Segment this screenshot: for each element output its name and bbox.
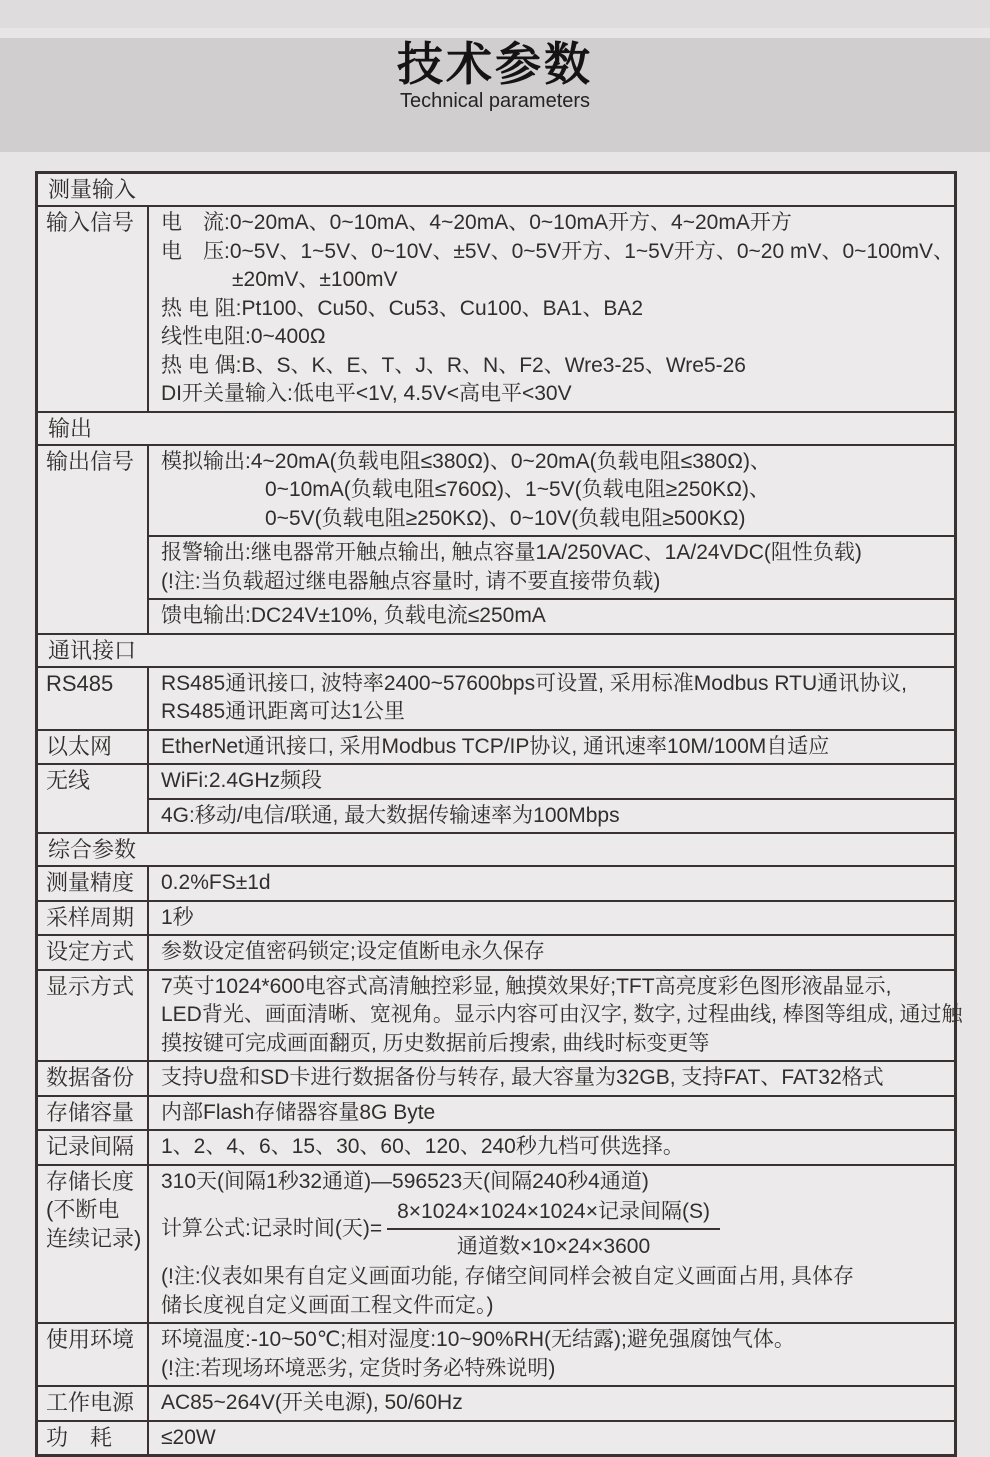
spec-line: (!注:当负载超过继电器触点容量时, 请不要直接带负载) [161,569,661,593]
spec-line: LED背光、画面清晰、宽视角。显示内容可由汉字, 数字, 过程曲线, 棒图等组成, 通过触 [161,1003,963,1026]
spec-line: 储长度视自定义画面工程文件而定。) [161,1293,494,1317]
row-capacity [38,1097,954,1132]
spec-line: 参数设定值密码锁定;设定值断电永久保存 [161,940,545,963]
spec-line: ±20mV、±100mV [232,268,398,291]
row-rs485 [38,668,954,731]
row-content [149,1166,954,1323]
row-content [149,1324,954,1385]
sub-cell-wifi [149,765,954,800]
row-content [149,1062,954,1095]
row-content [149,1131,954,1164]
sub-cell-alarm-output [149,537,954,600]
row-content [149,936,954,969]
row-content [149,731,954,764]
row-content [149,867,954,900]
row-label [38,1166,149,1323]
spec-line: ≤20W [161,1425,216,1449]
page-subtitle: Technical parameters [399,90,591,112]
spec-line: 0~10mA(负载电阻≤760Ω)、1~5V(负载电阻≥250KΩ)、 [265,478,770,501]
spec-line: 1秒 [161,905,194,929]
spec-line: 1、2、4、6、15、30、60、120、240秒九档可供选择。 [161,1135,684,1158]
section-header-measure-input: 测量输入 [38,174,954,207]
section-header-general: 综合参数 [38,834,954,867]
spec-line: DI开关量输入:低电平<1V, 4.5V<高电平<30V [161,382,572,405]
top-strip [0,0,990,28]
spec-line: RS485通讯距离可达1公里 [161,700,405,723]
row-content [149,1387,954,1420]
row-display [38,971,963,1063]
row-label: 输入信号 [38,207,149,411]
row-accuracy [38,867,954,902]
row-content [149,902,954,935]
row-content [149,1097,954,1130]
row-output-signal [38,446,954,635]
row-content [149,971,969,1061]
spec-line: (!注:仪表如果有自定义画面功能, 存储空间同样会被自定义画面占用, 具体存 [161,1265,854,1288]
row-label: RS485 [38,668,149,729]
spec-line: EtherNet通讯接口, 采用Modbus TCP/IP协议, 通讯速率10M/100M自适应 [161,734,830,758]
row-label: 显示方式 [38,971,149,1061]
spec-line: 热 电 偶:B、S、K、E、T、J、R、N、F2、Wre3-25、Wre5-26 [161,353,746,377]
row-content [149,668,954,729]
sub-cell-feed-output [149,600,954,633]
formula-fraction [387,1198,720,1260]
row-label: 数据备份 [38,1062,149,1095]
page-title: 技术参数 [397,38,593,90]
row-power-supply [38,1387,954,1422]
spec-line: 0~5V(负载电阻≥250KΩ)、0~10V(负载电阻≥500KΩ) [265,506,746,530]
spec-line: 模拟输出:4~20mA(负载电阻≤380Ω)、0~20mA(负载电阻≤380Ω)、 [161,449,771,473]
row-label: 工作电源 [38,1387,149,1420]
spec-line: 线性电阻:0~400Ω [161,325,326,348]
formula-denominator: 通道数×10×24×3600 [456,1235,651,1258]
section-header-comm: 通讯接口 [38,635,954,668]
row-sampling [38,902,954,937]
spec-line: 0.2%FS±1d [161,871,271,894]
row-content [149,765,954,832]
spec-line: 电 压:0~5V、1~5V、0~10V、±5V、0~5V开方、1~5V开方、0~20 mV、0~100mV、 [161,239,954,263]
row-label: 设定方式 [38,936,149,969]
spec-line: 310天(间隔1秒32通道)—596523天(间隔240秒4通道) [161,1169,649,1193]
row-label-line: 存储长度 [46,1168,135,1194]
row-content [149,1422,954,1455]
row-label: 输出信号 [38,446,149,633]
row-label: 使用环境 [38,1324,149,1385]
row-backup [38,1062,954,1097]
row-content [149,446,954,633]
row-environment [38,1324,954,1387]
row-interval [38,1131,954,1166]
row-power-consumption [38,1422,954,1455]
spec-table [35,171,963,1457]
spec-line: (!注:若现场环境恶劣, 定货时务必特殊说明) [161,1356,556,1380]
spec-line: 内部Flash存储器容量8G Byte [161,1100,436,1124]
row-label: 存储容量 [38,1097,149,1130]
section-header-output: 输出 [38,413,954,446]
spec-line: 报警输出:继电器常开触点输出, 触点容量1A/250VAC、1A/24VDC(阻性负载) [161,541,862,564]
row-label: 以太网 [38,731,149,764]
row-label: 功 耗 [38,1422,149,1455]
spec-line: 热 电 阻:Pt100、Cu50、Cu53、Cu100、BA1、BA2 [161,296,644,320]
spec-line: 7英寸1024*600电容式高清触控彩显, 触摸效果好;TFT高亮度彩色图形液晶显示, [161,974,892,998]
formula-numerator: 8×1024×1024×1024×记录间隔(S) [387,1198,720,1230]
spec-line: 摸按键可完成画面翻页, 历史数据前后搜索, 曲线时标变更等 [161,1031,710,1055]
spec-line: 电 流:0~20mA、0~10mA、4~20mA、0~10mA开方、4~20mA开方 [161,211,792,234]
spec-line: WiFi:2.4GHz频段 [161,769,323,792]
spec-line: 支持U盘和SD卡进行数据备份与转存, 最大容量为32GB, 支持FAT、FAT32格式 [161,1066,884,1089]
row-label: 记录间隔 [38,1131,149,1164]
spec-line: 馈电输出:DC24V±10%, 负载电流≤250mA [161,604,546,627]
sub-cell-analog-output [149,446,954,538]
row-label: 测量精度 [38,867,149,900]
formula-prefix: 计算公式:记录时间(天)= [161,1216,383,1240]
row-label: 采样周期 [38,902,149,935]
spec-line: 环境温度:-10~50℃;相对湿度:10~90%RH(无结露);避免强腐蚀气体。 [161,1328,795,1351]
row-label-line: 连续记录) [46,1225,142,1251]
row-input-signal [38,207,954,413]
spec-line: AC85~264V(开关电源), 50/60Hz [161,1391,463,1414]
row-setting [38,936,954,971]
spec-line: RS485通讯接口, 波特率2400~57600bps可设置, 采用标准Modbus RTU通讯协议, [161,671,907,695]
row-wireless [38,765,954,834]
storage-formula [161,1196,948,1263]
sub-cell-4g [149,800,954,833]
row-label: 无线 [38,765,149,832]
row-ethernet [38,731,954,766]
row-label-line: (不断电 [46,1197,120,1222]
row-storage-length [38,1166,954,1325]
spec-line: 4G:移动/电信/联通, 最大数据传输速率为100Mbps [161,803,620,827]
row-content [149,207,960,411]
title-band [0,38,990,152]
